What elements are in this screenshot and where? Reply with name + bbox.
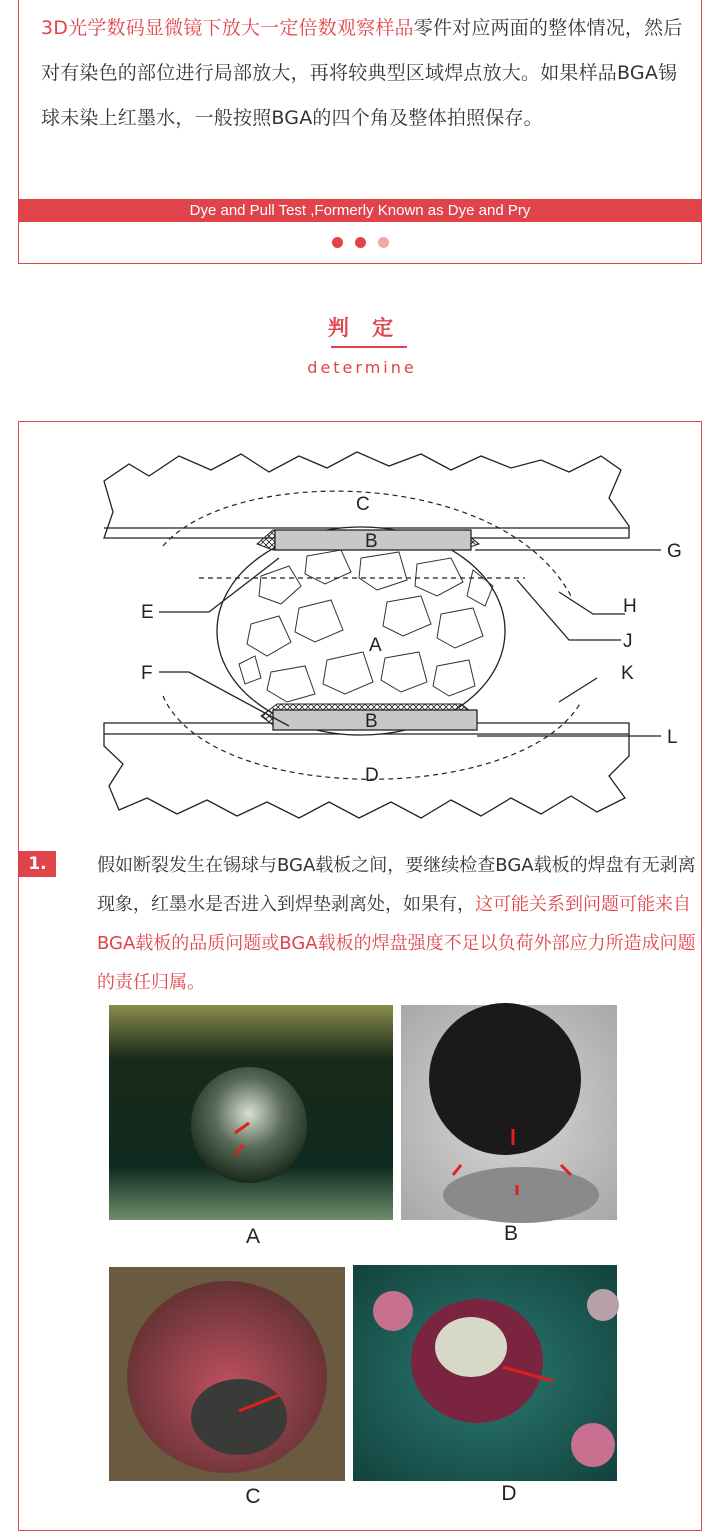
photo-c <box>109 1267 345 1481</box>
carousel-dot-2[interactable] <box>355 237 366 248</box>
section-divider <box>331 346 407 348</box>
item-number-badge: 1. <box>19 851 56 877</box>
label-B-top: B <box>365 531 378 552</box>
label-G: G <box>667 541 682 562</box>
label-A: A <box>369 635 382 656</box>
label-E: E <box>141 602 154 623</box>
intro-paragraph <box>41 6 691 141</box>
label-J: J <box>623 631 633 652</box>
photo-d-caption: D <box>501 1482 517 1505</box>
item-1-highlight: 这可能关系到问题可能来自BGA载板的品质问题或BGA载板的焊盘强度不足以负荷外部应力所造成问题的责任归属。 <box>97 894 696 993</box>
section-title: 判 定 <box>327 316 402 340</box>
label-B-bottom: B <box>365 711 378 732</box>
photo-d <box>353 1265 617 1481</box>
carousel-dot-3[interactable] <box>378 237 389 248</box>
intro-highlight: 3D光学数码显微镜下放大一定倍数观察样品 <box>41 17 414 39</box>
photo-b-caption: B <box>503 1222 518 1245</box>
carousel-dots[interactable] <box>19 237 701 248</box>
label-F: F <box>141 663 153 684</box>
label-K: K <box>621 663 634 684</box>
caption-banner: Dye and Pull Test ,Formerly Known as Dye and Pry <box>18 199 702 222</box>
label-D: D <box>365 765 379 786</box>
intro-text: 零件对应两面的整体情况，然后对有染色的部位进行局部放大，再将较典型区域焊点放大。如果样品BGA锡球未染上红墨水，一般按照BGA的四个角及整体拍照保存。 <box>41 17 683 129</box>
solder-joint-diagram <box>101 446 682 826</box>
intro-card <box>18 0 702 264</box>
determine-card <box>18 421 702 1531</box>
photo-b <box>401 1005 617 1220</box>
section-subtitle: determine <box>307 358 417 377</box>
label-C: C <box>356 494 370 515</box>
item-1-text: 假如断裂发生在锡球与BGA载板之间，要继续检查BGA载板的焊盘有无剥离现象，红墨水是否进入到焊垫剥离处，如果有， <box>97 855 696 915</box>
label-H: H <box>623 596 637 617</box>
photo-a <box>109 1005 393 1220</box>
photo-c-caption: C <box>245 1485 261 1508</box>
carousel-dot-1[interactable] <box>332 237 343 248</box>
item-1-paragraph <box>97 846 697 1002</box>
photo-a-caption: A <box>245 1225 260 1248</box>
label-L: L <box>667 727 678 748</box>
